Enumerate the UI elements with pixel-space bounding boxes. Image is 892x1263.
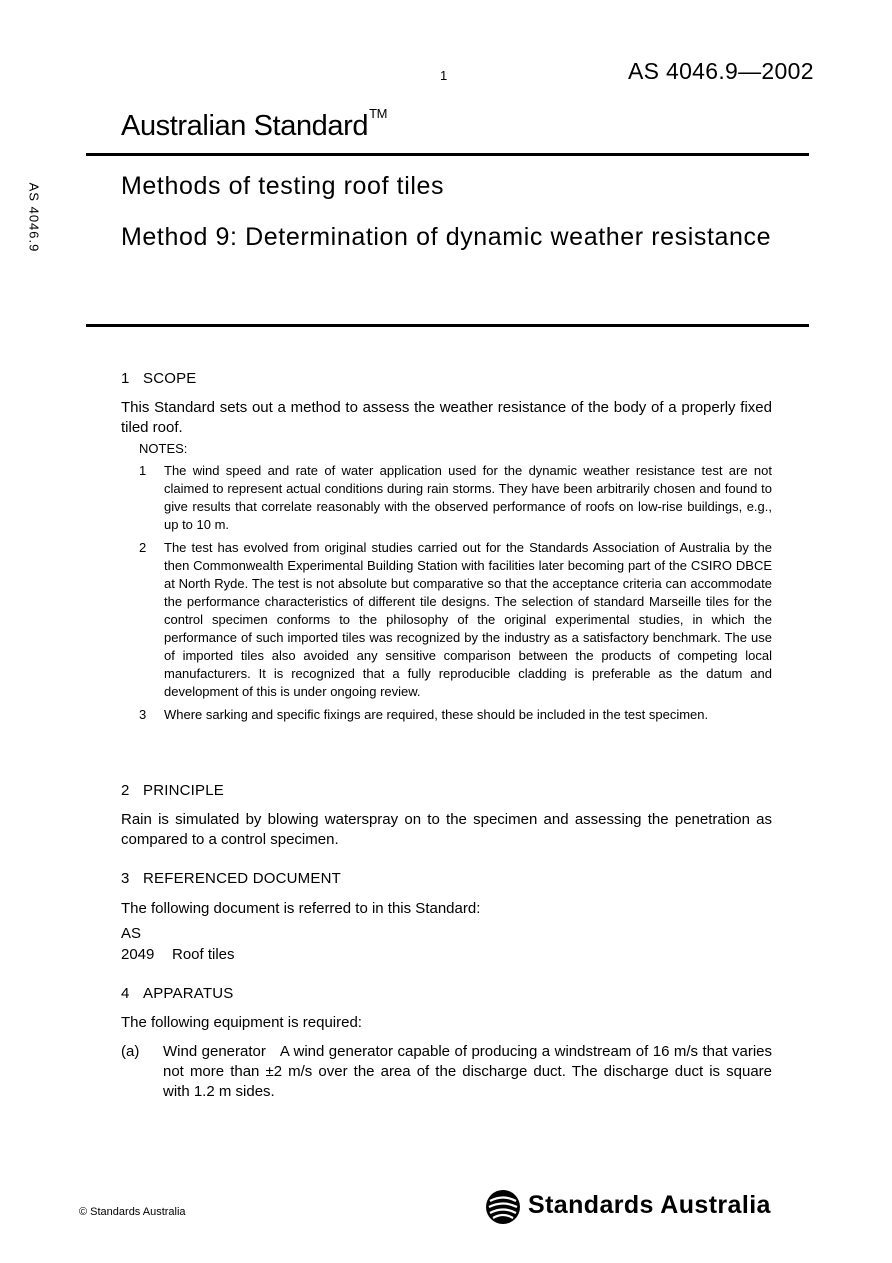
section-number: 3 [121,870,130,887]
referenced-document [121,923,772,965]
document-title: Methods of testing roof tiles [121,172,445,200]
section-title: APPARATUS [143,985,234,1002]
notes-list [139,462,772,729]
item-label: (a) [121,1043,140,1060]
section-title: SCOPE [143,370,197,387]
brand-title [121,106,388,143]
referenced-doc-title: Roof tiles [172,946,235,963]
note-text: The test has evolved from original studies carried out for the Standards Association of Australia by the then Commonwealth Experimental Building Station with facilities later becoming part of the CSIRO DBCE at North Ryde. The test is not absolute but comparative so that the acceptance criteria can accommodate the performance characteristics of different tile designs. The selection of standard Marseille tiles for the control specimen conforms to the philosophy of the original experimental studies, in which the performance of such imported tiles was recognized by the industry as a satisfactory benchmark. The use of imported tiles also avoided any sensitive comparison between the products of competing local manufacturers. It is recognized that a fully reproducible cladding is preferable as the datum and development of this is under ongoing review. [164,540,772,699]
top-rule [86,153,809,156]
section-number: 4 [121,985,130,1002]
item-term: Wind generator [163,1043,266,1060]
logo-text: Standards Australia [528,1191,771,1219]
section-title: PRINCIPLE [143,782,224,799]
note-item [139,462,772,534]
page-number: 1 [440,68,448,83]
section-heading-principle [121,782,224,799]
note-item [139,706,772,724]
apparatus-paragraph: The following equipment is required: [121,1014,362,1031]
standards-australia-logo-icon [484,1188,522,1226]
trademark-mark: TM [369,106,388,121]
section-heading-apparatus [121,985,233,1002]
item-text: A wind generator capable of producing a windstream of 16 m/s that varies not more than ±2 m/s over the area of the discharge duct. The discharge duct is square with 1.2 m sides. [163,1043,772,1100]
note-number: 1 [139,463,147,478]
brand-name: Australian Standard [121,110,369,142]
referenced-doc-line [121,944,772,965]
note-number: 2 [139,540,147,555]
document-subtitle: Method 9: Determination of dynamic weather resistance [121,223,772,251]
referenced-paragraph: The following document is referred to in this Standard: [121,900,481,917]
section-number: 1 [121,370,130,387]
apparatus-list [121,1042,772,1102]
note-text: Where sarking and specific fixings are required, these should be included in the test specimen. [164,707,709,722]
note-text: The wind speed and rate of water application used for the dynamic weather resistance test are not claimed to represent actual conditions during rain storms. They have been arbitrarily chosen and found to give results that correlate reasonably with the observed performance of roofs on low-rise buildings, e.g., up to 10 m. [164,463,772,532]
side-standard-code: AS 4046.9 [26,182,42,253]
referenced-doc-number: 2049 [121,946,155,963]
section-heading-scope [121,370,197,387]
section-number: 2 [121,782,130,799]
notes-label: NOTES: [139,441,188,456]
section-heading-referenced [121,870,341,887]
standard-code: AS 4046.9—2002 [628,58,814,84]
note-item [139,539,772,701]
bottom-rule [86,324,809,327]
scope-paragraph: This Standard sets out a method to assess the weather resistance of the body of a properly fixed tiled roof. [121,399,772,436]
apparatus-item [121,1042,772,1102]
principle-paragraph: Rain is simulated by blowing waterspray on to the specimen and assessing the penetration as compared to a control specimen. [121,811,772,848]
section-title: REFERENCED DOCUMENT [143,870,341,887]
standards-australia-logo [484,1188,804,1226]
referenced-doc-prefix: AS [121,925,142,942]
note-number: 3 [139,707,147,722]
copyright-notice: © Standards Australia [79,1206,186,1218]
